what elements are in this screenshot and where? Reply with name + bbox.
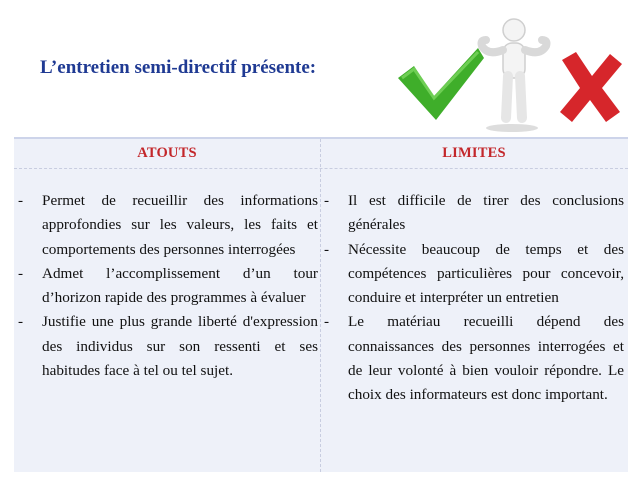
list-item (18, 262, 318, 311)
bullet-dash: - (324, 192, 330, 209)
item-text: Le matériau recueilli dépend des connaissances des personnes interrogées et de leur volonté à bien vouloir répondre. Le choix des informateurs est donc important. (348, 313, 624, 404)
green-checkmark-icon (398, 48, 484, 120)
atouts-column (18, 189, 318, 383)
column-divider (320, 139, 321, 472)
bullet-dash: - (324, 313, 330, 331)
list-item (324, 189, 624, 238)
table-header-row (14, 139, 628, 169)
bullet-dash: - (18, 192, 24, 209)
comparison-table (14, 137, 628, 472)
decision-illustration (392, 18, 632, 133)
red-x-icon (560, 52, 622, 122)
limites-column (324, 189, 624, 408)
bullet-dash: - (18, 264, 24, 282)
list-item (18, 310, 318, 383)
person-figure-icon (482, 19, 547, 132)
list-item (18, 189, 318, 262)
bullet-dash: - (18, 313, 24, 331)
list-item (324, 310, 624, 407)
item-text: Il est difficile de tirer des conclusions générales (348, 192, 624, 234)
slide-title: L’entretien semi-directif présente: (40, 57, 317, 78)
list-item (324, 238, 624, 311)
bullet-dash: - (324, 240, 330, 258)
item-text: Nécessite beaucoup de temps et des compétences particulières pour concevoir, conduire et interpréter un entretien (348, 240, 624, 307)
item-text: Admet l’accomplissement d’un tour d’horizon rapide des programmes à évaluer (42, 264, 318, 307)
header-limites: LIMITES (442, 145, 506, 161)
item-text: Justifie une plus grande liberté d'expression des individus sur son ressenti et ses habitudes face à tel ou tel sujet. (42, 313, 318, 380)
item-text: Permet de recueillir des informations approfondies sur les valeurs, les faits et comportements des personnes interrogées (42, 192, 318, 258)
header-atouts: ATOUTS (137, 145, 197, 161)
